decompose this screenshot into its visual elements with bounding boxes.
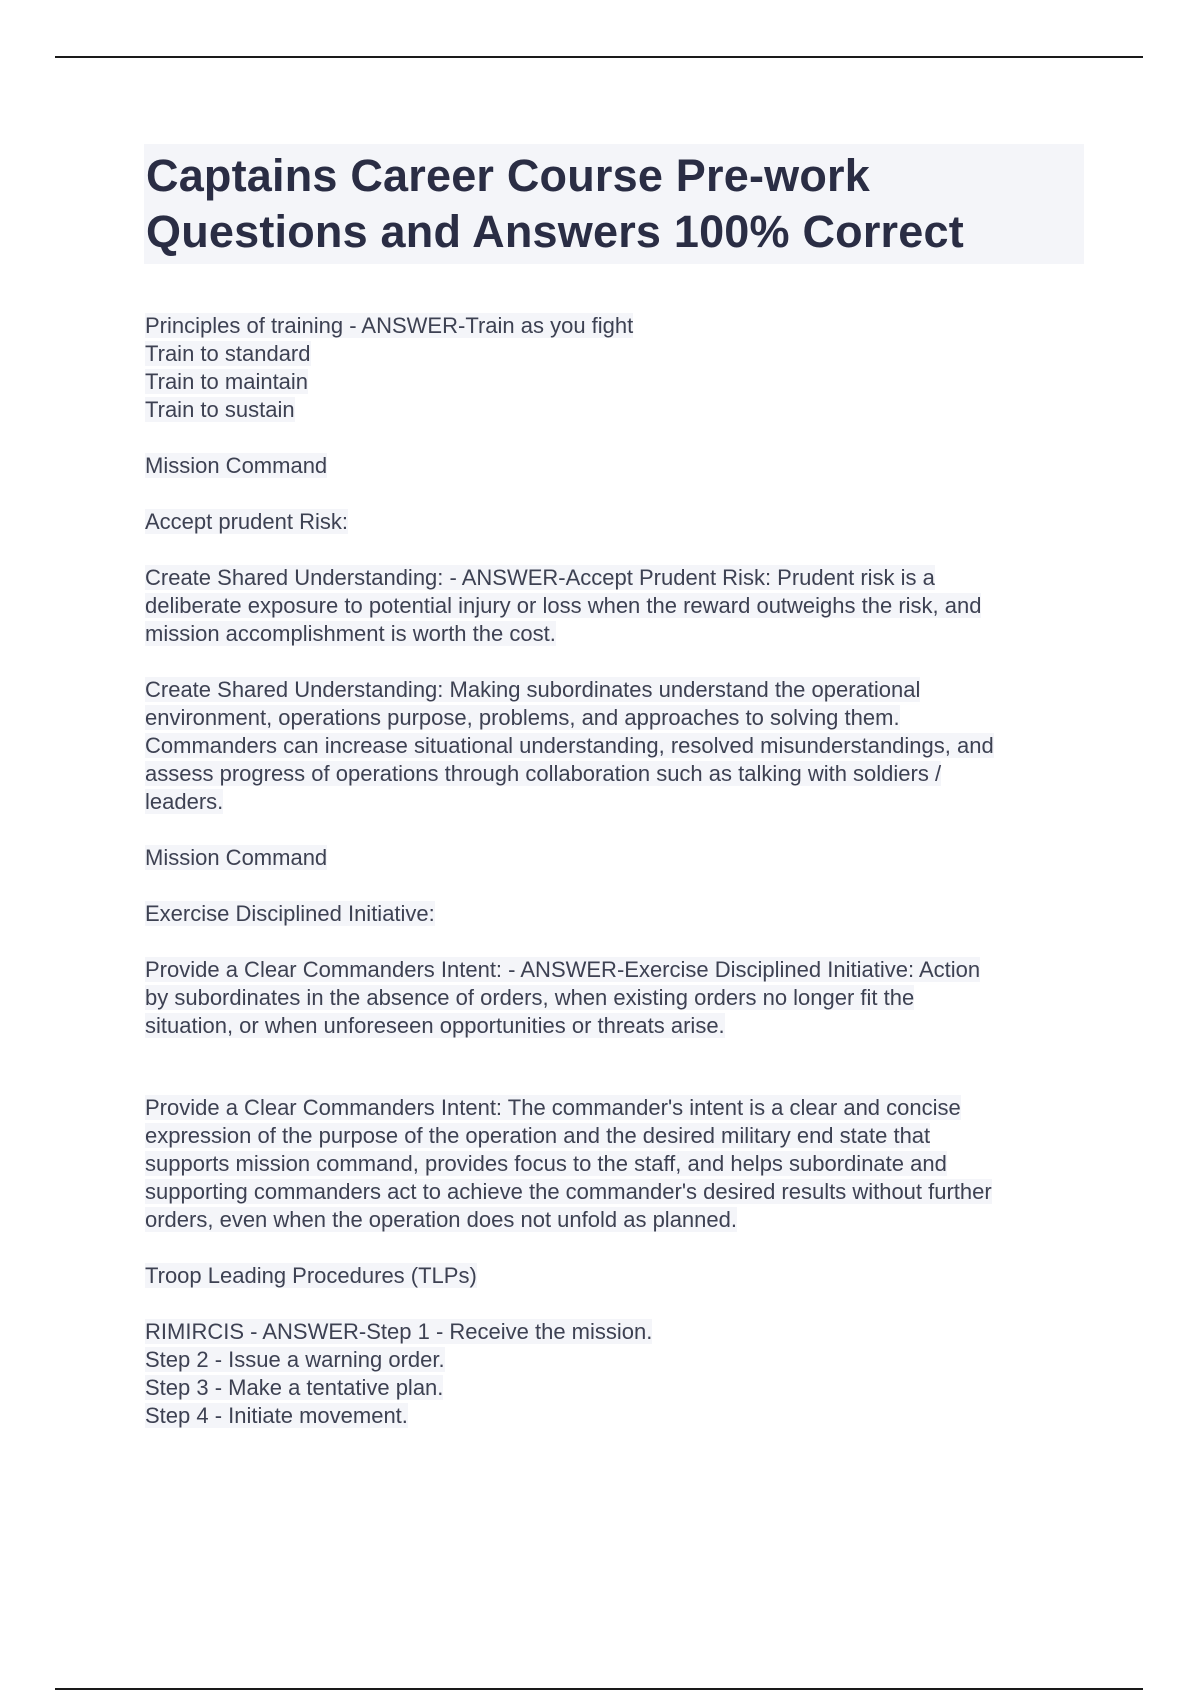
text-line: assess progress of operations through collaboration such as talking with soldiers / (145, 761, 942, 786)
text-line: expression of the purpose of the operation and the desired military end state that (145, 1123, 931, 1148)
paragraph-mission-command-2 (145, 844, 1085, 872)
title-line-2: Questions and Answers 100% Correct (146, 206, 964, 257)
paragraph-accept-prudent-risk (145, 508, 1085, 536)
text-line: Troop Leading Procedures (TLPs) (145, 1263, 477, 1288)
paragraph-shared-understanding (145, 676, 1085, 816)
text-line: Step 3 - Make a tentative plan. (145, 1375, 444, 1400)
document-body (145, 312, 1085, 1458)
text-line: leaders. (145, 789, 224, 814)
header-rule (55, 56, 1143, 58)
paragraph-exercise-disciplined-initiative (145, 900, 1085, 928)
paragraph-disciplined-initiative-answer (145, 956, 1085, 1040)
text-line: Create Shared Understanding: Making subordinates understand the operational (145, 677, 921, 702)
text-line: mission accomplishment is worth the cost. (145, 621, 556, 646)
text-line: orders, even when the operation does not unfold as planned. (145, 1207, 737, 1232)
text-line: supports mission command, provides focus to the staff, and helps subordinate and (145, 1151, 947, 1176)
text-line: by subordinates in the absence of orders, when existing orders no longer fit the (145, 985, 915, 1010)
text-line: RIMIRCIS - ANSWER-Step 1 - Receive the mission. (145, 1319, 653, 1344)
text-line: Mission Command (145, 453, 328, 478)
text-line: Principles of training - ANSWER-Train as you fight (145, 313, 634, 338)
text-line: supporting commanders act to achieve the commander's desired results without further (145, 1179, 992, 1204)
paragraph-commanders-intent (145, 1094, 1085, 1234)
document-title (146, 148, 1084, 260)
text-line: deliberate exposure to potential injury or loss when the reward outweighs the risk, and (145, 593, 982, 618)
paragraph-prudent-risk-answer (145, 564, 1085, 648)
text-line: Commanders can increase situational understanding, resolved misunderstandings, and (145, 733, 994, 758)
text-line: Provide a Clear Commanders Intent: The commander's intent is a clear and concise (145, 1095, 961, 1120)
paragraph-principles-of-training (145, 312, 1085, 424)
text-line: Step 2 - Issue a warning order. (145, 1347, 445, 1372)
text-line: Train to standard (145, 341, 311, 366)
footer-rule (55, 1688, 1143, 1690)
text-line: Train to sustain (145, 397, 295, 422)
text-line: Train to maintain (145, 369, 309, 394)
text-line: Exercise Disciplined Initiative: (145, 901, 435, 926)
text-line: Create Shared Understanding: - ANSWER-Accept Prudent Risk: Prudent risk is a (145, 565, 935, 590)
text-line: Provide a Clear Commanders Intent: - ANSWER-Exercise Disciplined Initiative: Action (145, 957, 981, 982)
paragraph-rimircis (145, 1318, 1085, 1430)
text-line: Accept prudent Risk: (145, 509, 348, 534)
text-line: Mission Command (145, 845, 328, 870)
paragraph-mission-command-1 (145, 452, 1085, 480)
text-line: Step 4 - Initiate movement. (145, 1403, 408, 1428)
paragraph-troop-leading-procedures (145, 1262, 1085, 1290)
document-title-block (144, 144, 1084, 264)
title-line-1: Captains Career Course Pre-work (146, 150, 870, 201)
text-line: situation, or when unforeseen opportunities or threats arise. (145, 1013, 725, 1038)
text-line: environment, operations purpose, problems, and approaches to solving them. (145, 705, 900, 730)
